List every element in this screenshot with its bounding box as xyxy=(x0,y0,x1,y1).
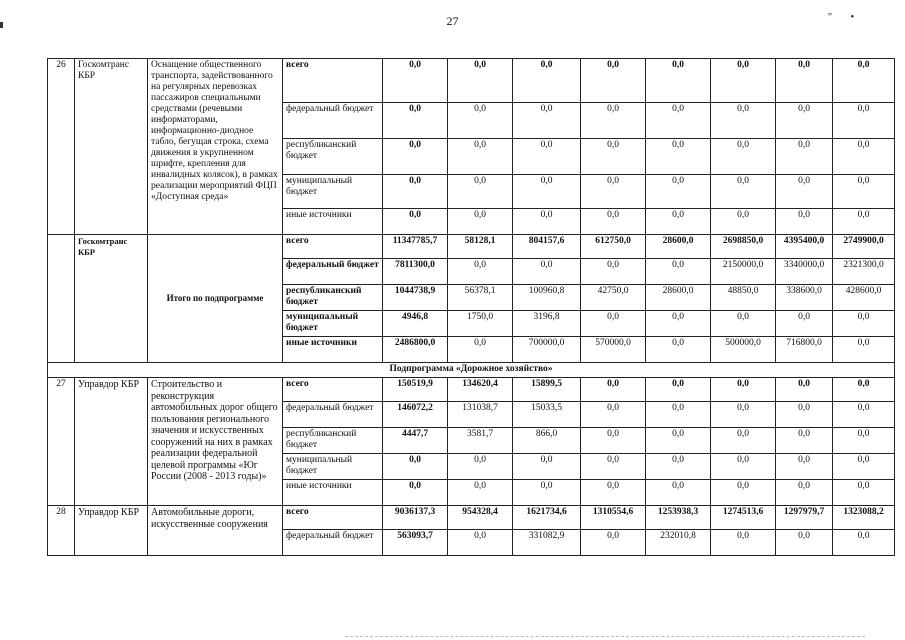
value-cell: 2749900,0 xyxy=(833,235,895,259)
value-cell: 0,0 xyxy=(776,311,833,337)
value-cell: 0,0 xyxy=(776,454,833,480)
value-cell: 866,0 xyxy=(513,428,581,454)
value-cell: 0,0 xyxy=(776,378,833,402)
value-cell: 0,0 xyxy=(581,454,646,480)
value-cell: 0,0 xyxy=(646,175,711,209)
value-cell: 804157,6 xyxy=(513,235,581,259)
value-cell: 0,0 xyxy=(448,103,513,139)
value-cell: 0,0 xyxy=(646,311,711,337)
value-cell: 0,0 xyxy=(448,175,513,209)
value-cell: 0,0 xyxy=(581,103,646,139)
value-cell: 0,0 xyxy=(513,454,581,480)
value-cell: 0,0 xyxy=(581,209,646,235)
value-cell: 0,0 xyxy=(833,209,895,235)
value-cell: 0,0 xyxy=(646,428,711,454)
value-cell: 954328,4 xyxy=(448,506,513,530)
table-row xyxy=(48,363,895,378)
value-cell: 1621734,6 xyxy=(513,506,581,530)
value-cell: 428600,0 xyxy=(833,285,895,311)
value-cell: 0,0 xyxy=(513,139,581,175)
value-cell: 0,0 xyxy=(383,139,448,175)
table-row xyxy=(48,506,895,530)
value-cell: 0,0 xyxy=(711,103,776,139)
value-cell: 0,0 xyxy=(513,259,581,285)
source-cell: всего xyxy=(283,378,383,402)
value-cell: 1044738,9 xyxy=(383,285,448,311)
page-number: 27 xyxy=(446,14,459,28)
source-cell: иные источники xyxy=(283,209,383,235)
section-heading: Подпрограмма «Дорожное хозяйство» xyxy=(48,363,895,378)
value-cell: 0,0 xyxy=(646,378,711,402)
subtotal-label: Итого по подпрограмме xyxy=(148,235,283,363)
value-cell: 2150000,0 xyxy=(711,259,776,285)
table-body xyxy=(48,59,895,556)
value-cell: 0,0 xyxy=(448,454,513,480)
value-cell: 0,0 xyxy=(833,103,895,139)
value-cell: 4395400,0 xyxy=(776,235,833,259)
source-cell: муниципальный бюджет xyxy=(283,454,383,480)
value-cell: 42750,0 xyxy=(581,285,646,311)
value-cell: 0,0 xyxy=(776,428,833,454)
value-cell: 0,0 xyxy=(581,428,646,454)
value-cell: 0,0 xyxy=(581,139,646,175)
value-cell: 0,0 xyxy=(448,480,513,506)
value-cell: 3196,8 xyxy=(513,311,581,337)
value-cell: 0,0 xyxy=(581,259,646,285)
value-cell: 2321300,0 xyxy=(833,259,895,285)
source-cell: муниципальный бюджет xyxy=(283,175,383,209)
value-cell: 500000,0 xyxy=(711,337,776,363)
value-cell: 0,0 xyxy=(646,209,711,235)
value-cell: 0,0 xyxy=(711,530,776,556)
executor-cell: Управдор КБР xyxy=(75,506,148,556)
value-cell: 131038,7 xyxy=(448,402,513,428)
source-cell: иные источники xyxy=(283,337,383,363)
value-cell: 0,0 xyxy=(833,337,895,363)
value-cell: 1253938,3 xyxy=(646,506,711,530)
value-cell: 0,0 xyxy=(711,209,776,235)
executor-cell: Госкомтранс КБР xyxy=(75,235,148,363)
value-cell: 0,0 xyxy=(448,59,513,103)
value-cell: 331082,9 xyxy=(513,530,581,556)
source-cell: республиканский бюджет xyxy=(283,285,383,311)
value-cell: 146072,2 xyxy=(383,402,448,428)
value-cell: 58128,1 xyxy=(448,235,513,259)
value-cell: 0,0 xyxy=(513,103,581,139)
value-cell: 0,0 xyxy=(383,59,448,103)
value-cell: 0,0 xyxy=(646,402,711,428)
measure-description: Автомобильные дороги, искусственные сооружения xyxy=(148,506,283,556)
value-cell: 0,0 xyxy=(711,454,776,480)
value-cell: 150519,9 xyxy=(383,378,448,402)
value-cell: 0,0 xyxy=(711,378,776,402)
value-cell: 0,0 xyxy=(581,402,646,428)
value-cell: 0,0 xyxy=(833,59,895,103)
value-cell: 0,0 xyxy=(776,402,833,428)
value-cell: 0,0 xyxy=(581,480,646,506)
value-cell: 100960,8 xyxy=(513,285,581,311)
value-cell: 1750,0 xyxy=(448,311,513,337)
value-cell: 134620,4 xyxy=(448,378,513,402)
value-cell: 0,0 xyxy=(581,59,646,103)
value-cell: 0,0 xyxy=(646,454,711,480)
value-cell: 0,0 xyxy=(581,311,646,337)
row-number: 28 xyxy=(48,506,75,556)
source-cell: республиканский бюджет xyxy=(283,428,383,454)
value-cell: 0,0 xyxy=(383,480,448,506)
value-cell: 0,0 xyxy=(383,209,448,235)
value-cell: 338600,0 xyxy=(776,285,833,311)
row-number: 26 xyxy=(48,59,75,235)
value-cell: 0,0 xyxy=(776,139,833,175)
table-row xyxy=(48,378,895,402)
value-cell: 0,0 xyxy=(776,480,833,506)
budget-table xyxy=(47,58,895,556)
source-cell: республиканский бюджет xyxy=(283,139,383,175)
value-cell: 0,0 xyxy=(711,59,776,103)
value-cell: 0,0 xyxy=(581,378,646,402)
value-cell: 15899,5 xyxy=(513,378,581,402)
source-cell: федеральный бюджет xyxy=(283,103,383,139)
scan-bottom-line xyxy=(345,636,865,637)
value-cell: 1310554,6 xyxy=(581,506,646,530)
value-cell: 0,0 xyxy=(711,428,776,454)
source-cell: федеральный бюджет xyxy=(283,259,383,285)
value-cell: 48850,0 xyxy=(711,285,776,311)
source-cell: федеральный бюджет xyxy=(283,530,383,556)
value-cell: 0,0 xyxy=(513,59,581,103)
value-cell: 0,0 xyxy=(833,402,895,428)
value-cell: 15033,5 xyxy=(513,402,581,428)
value-cell: 232010,8 xyxy=(646,530,711,556)
value-cell: 0,0 xyxy=(833,480,895,506)
value-cell: 0,0 xyxy=(448,530,513,556)
value-cell: 0,0 xyxy=(646,480,711,506)
table-row xyxy=(48,59,895,103)
value-cell: 0,0 xyxy=(833,311,895,337)
value-cell: 56378,1 xyxy=(448,285,513,311)
value-cell: 0,0 xyxy=(833,378,895,402)
value-cell: 0,0 xyxy=(646,59,711,103)
source-cell: всего xyxy=(283,235,383,259)
value-cell: 28600,0 xyxy=(646,235,711,259)
source-cell: федеральный бюджет xyxy=(283,402,383,428)
value-cell: 9036137,3 xyxy=(383,506,448,530)
value-cell: 0,0 xyxy=(833,454,895,480)
value-cell: 4946,8 xyxy=(383,311,448,337)
source-cell: иные источники xyxy=(283,480,383,506)
measure-description: Строительство и реконструкция автомобильных дорог общего пользования регионального значения и искусственных сооружений на них в рамках реализации федеральной целевой программы «Юг России (2008 - 2013 годы)» xyxy=(148,378,283,506)
value-cell: 3340000,0 xyxy=(776,259,833,285)
source-cell: всего xyxy=(283,506,383,530)
value-cell: 0,0 xyxy=(513,175,581,209)
value-cell: 0,0 xyxy=(711,480,776,506)
value-cell: 2486800,0 xyxy=(383,337,448,363)
value-cell: 612750,0 xyxy=(581,235,646,259)
row-number xyxy=(48,235,75,363)
value-cell: 0,0 xyxy=(833,139,895,175)
value-cell: 563093,7 xyxy=(383,530,448,556)
value-cell: 0,0 xyxy=(383,454,448,480)
value-cell: 0,0 xyxy=(646,259,711,285)
value-cell: 0,0 xyxy=(581,530,646,556)
executor-cell: Управдор КБР xyxy=(75,378,148,506)
value-cell: 0,0 xyxy=(711,175,776,209)
value-cell: 716800,0 xyxy=(776,337,833,363)
value-cell: 11347785,7 xyxy=(383,235,448,259)
value-cell: 0,0 xyxy=(383,103,448,139)
value-cell: 0,0 xyxy=(513,480,581,506)
value-cell: 0,0 xyxy=(833,530,895,556)
source-cell: муниципальный бюджет xyxy=(283,311,383,337)
value-cell: 0,0 xyxy=(513,209,581,235)
value-cell: 4447,7 xyxy=(383,428,448,454)
value-cell: 0,0 xyxy=(776,103,833,139)
measure-description: Оснащение общественного транспорта, задействованного на регулярных перевозках пассажиров специальными средствами (речевыми информаторами, информационно-диодное табло, бегущая строка, схема движения в укрупненном шрифте, крепления для инвалидных колясок), в рамках реализации мероприятий ФЦП «Доступная среда» xyxy=(148,59,283,235)
value-cell: 3581,7 xyxy=(448,428,513,454)
value-cell: 0,0 xyxy=(448,337,513,363)
value-cell: 0,0 xyxy=(776,175,833,209)
value-cell: 0,0 xyxy=(776,209,833,235)
executor-cell: Госкомтранс КБР xyxy=(75,59,148,235)
value-cell: 0,0 xyxy=(581,175,646,209)
value-cell: 0,0 xyxy=(711,402,776,428)
value-cell: 0,0 xyxy=(711,139,776,175)
value-cell: 1297979,7 xyxy=(776,506,833,530)
value-cell: 0,0 xyxy=(833,428,895,454)
value-cell: 0,0 xyxy=(711,311,776,337)
value-cell: 0,0 xyxy=(833,175,895,209)
table-row xyxy=(48,235,895,259)
value-cell: 0,0 xyxy=(448,139,513,175)
value-cell: 2698850,0 xyxy=(711,235,776,259)
value-cell: 0,0 xyxy=(646,139,711,175)
source-cell: всего xyxy=(283,59,383,103)
value-cell: 1274513,6 xyxy=(711,506,776,530)
row-number: 27 xyxy=(48,378,75,506)
value-cell: 28600,0 xyxy=(646,285,711,311)
value-cell: 700000,0 xyxy=(513,337,581,363)
value-cell: 0,0 xyxy=(646,337,711,363)
value-cell: 0,0 xyxy=(776,530,833,556)
value-cell: 0,0 xyxy=(646,103,711,139)
value-cell: 0,0 xyxy=(776,59,833,103)
value-cell: 0,0 xyxy=(383,175,448,209)
value-cell: 7811300,0 xyxy=(383,259,448,285)
value-cell: 1323088,2 xyxy=(833,506,895,530)
value-cell: 0,0 xyxy=(448,209,513,235)
value-cell: 570000,0 xyxy=(581,337,646,363)
value-cell: 0,0 xyxy=(448,259,513,285)
corner-marks: ″ • xyxy=(828,12,863,23)
